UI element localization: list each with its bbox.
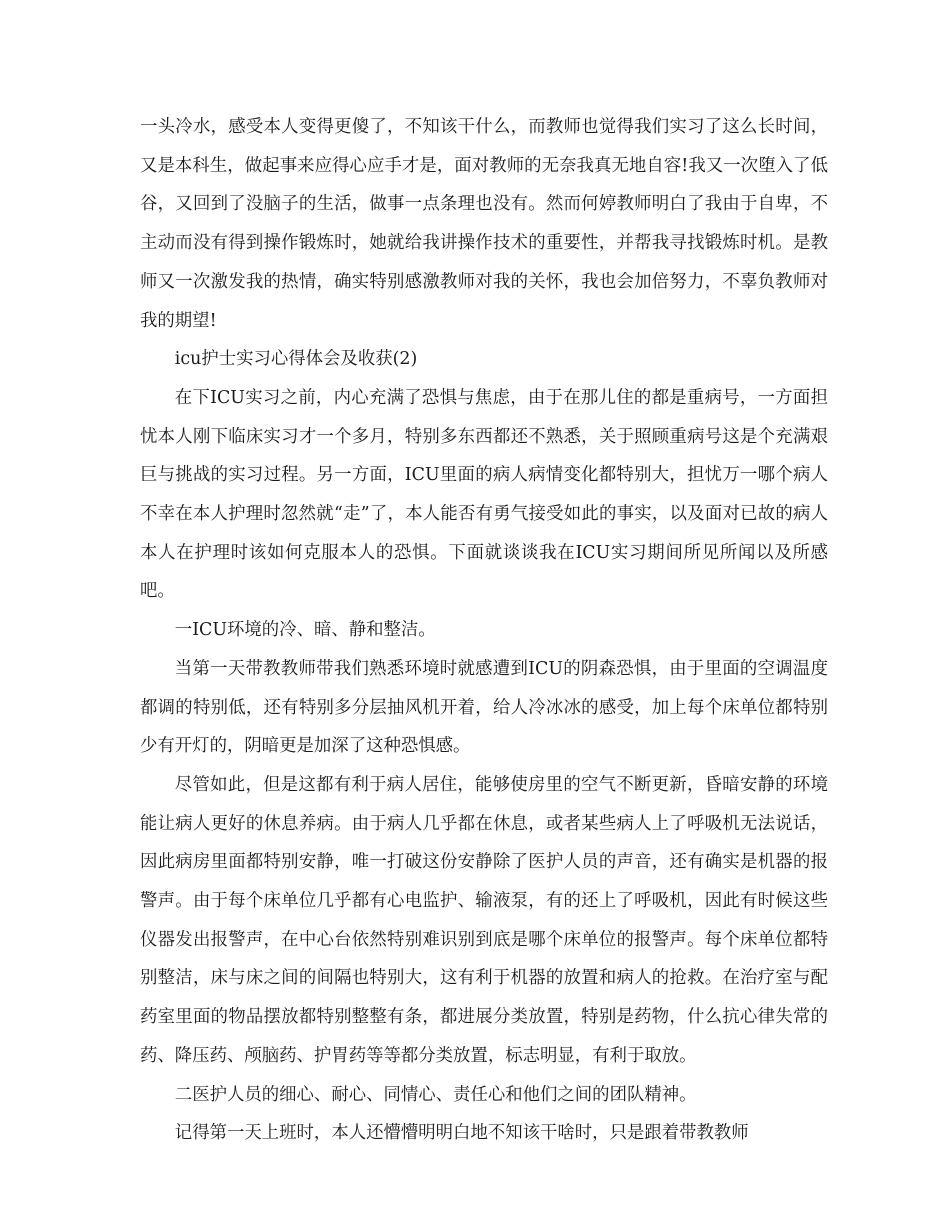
paragraph-intro: 在下ICU实习之前，内心充满了恐惧与焦虑，由于在那儿住的都是重病号，一方面担忧本人刚下临床实习才一个多月，特别多东西都还不熟悉，关于照顾重病号这是个充满艰巨与挑战的实习过程。另一方面，ICU里面的病人病情变化都特别大，担忧万一哪个病人不幸在本人护理时忽然就“走”了，本人能否有勇气接受如此的事实，以及面对已故的病人本人在护理时该如何克服本人的恐惧。下面就谈谈我在ICU实习期间所见所闻以及所感吧。 xyxy=(140,387,828,602)
subheading-environment: 一ICU环境的冷、暗、静和整洁。 xyxy=(174,620,436,641)
section-title: icu护士实习心得体会及收获(2) xyxy=(174,349,418,370)
paragraph-environment-details: 尽管如此，但是这都有利于病人居住，能够使房里的空气不断更新，昏暗安静的环境能让病人更好的休息养病。由于病人几乎都在休息，或者某些病人上了呼吸机无法说话，因此病房里面都特别安静，唯一打破这份安静除了医护人员的声音，还有确实是机器的报警声。由于每个床单位几乎都有心电监护、输液泵，有的还上了呼吸机，因此有时候这些仪器发出报警声，在中心台依然特别难识别到底是哪个床单位的报警声。每个床单位都特别整洁，床与床之间的间隔也特别大，这有利于机器的放置和病人的抢救。在治疗室与配药室里面的物品摆放都特别整整有条，都进展分类放置，特别是药物，什么抗心律失常的药、降压药、颅脑药、护胃药等等都分类放置，标志明显，有利于取放。 xyxy=(140,774,828,1066)
document-page xyxy=(140,108,828,1153)
paragraph-first-shift: 记得第一天上班时，本人还懵懵明明白地不知该干啥时，只是跟着带教教师 xyxy=(174,1123,749,1144)
paragraph-continuation: 一头冷水，感受本人变得更傻了，不知该干什么，而教师也觉得我们实习了这么长时间， 又是本科生，做起事来应得心应手才是，面对教师的无奈我真无地自容!我又一次堕入了低谷，又回到了没脑子的生活，做事一点条理也没有。然而何婷教师明白了我由于自卑，不主动而没有得到操作锻炼时，她就给我讲操作技术的重要性，并帮我寻找锻炼时机。是教师又一次激发我的热情，确实特别感激教师对我的关怀，我也会加倍努力，不辜负教师对我的期望! xyxy=(140,117,828,331)
subheading-staff: 二医护人员的细心、耐心、同情心、责任心和他们之间的团队精神。 xyxy=(174,1084,697,1105)
paragraph-first-day: 当第一天带教教师带我们熟悉环境时就感遭到ICU的阴森恐惧，由于里面的空调温度都调的特别低，还有特别多分层抽风机开着，给人冷冰冰的感受，加上每个床单位都特别少有开灯的，阴暗更是加深了这种恐惧感。 xyxy=(140,658,828,757)
